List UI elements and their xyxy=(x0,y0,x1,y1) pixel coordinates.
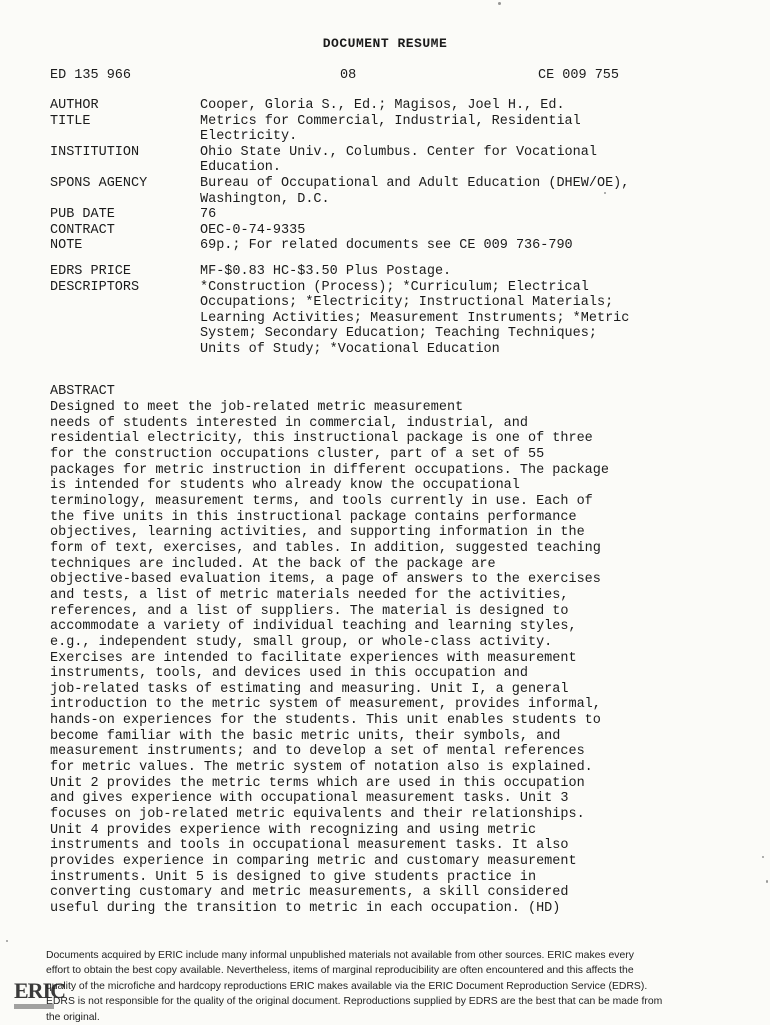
scan-speck xyxy=(498,2,501,5)
field-label: CONTRACT xyxy=(50,222,115,238)
ed-number: ED 135 966 xyxy=(50,68,132,83)
field-value: 69p.; For related documents see CE 009 736-790 xyxy=(200,238,573,254)
scan-speck xyxy=(604,192,606,194)
eric-logo-text: ERIC xyxy=(14,978,66,1003)
bibliographic-fields xyxy=(50,98,730,358)
field-value: Metrics for Commercial, Industrial, Residential Electricity. xyxy=(200,113,581,145)
field-note xyxy=(50,238,730,254)
field-label: PUB DATE xyxy=(50,207,115,223)
field-value: 76 xyxy=(200,207,217,223)
eric-disclaimer-footer xyxy=(0,948,770,1024)
field-value: OEC-0-74-9335 xyxy=(200,222,306,238)
clearinghouse-code: 08 xyxy=(340,68,357,83)
field-pub-date xyxy=(50,207,730,223)
document-title: DOCUMENT RESUME xyxy=(322,36,448,51)
scan-speck xyxy=(762,856,764,858)
field-spons-agency xyxy=(50,176,730,207)
field-value: MF-$0.83 HC-$3.50 Plus Postage. xyxy=(200,263,452,279)
field-label: EDRS PRICE xyxy=(50,263,132,279)
field-contract xyxy=(50,223,730,239)
field-author xyxy=(50,98,730,114)
abstract-heading: ABSTRACT xyxy=(50,384,115,399)
field-value: Cooper, Gloria S., Ed.; Magisos, Joel H., Ed. xyxy=(200,98,565,113)
scan-speck xyxy=(6,940,8,942)
field-title xyxy=(50,114,730,145)
field-label: TITLE xyxy=(50,113,91,129)
field-descriptors xyxy=(50,280,730,358)
scan-speck xyxy=(766,880,768,883)
field-label: DESCRIPTORS xyxy=(50,279,140,295)
field-value: Ohio State Univ., Columbus. Center for Vocational Education. xyxy=(200,144,597,176)
disclaimer-text: Documents acquired by ERIC include many informal unpublished materials not available from other sources. ERIC makes every effort to obtain the best copy available. Nevertheless, items of marginal reproducibility are often encountered and this affects the quality of the microfiche and hardcopy reproductions ERIC makes available via the ERIC Document Reproduction Service (EDRS). EDRS is not responsible for the quality of the original document. Reproductions supplied by EDRS are the best that can be made from the original. xyxy=(46,950,663,1023)
field-label: SPONS AGENCY xyxy=(50,175,148,191)
field-institution xyxy=(50,145,730,176)
field-label: NOTE xyxy=(50,238,83,254)
field-edrs-price xyxy=(50,264,730,280)
abstract-text: Designed to meet the job-related metric measurement needs of students interested in commercial, industrial, and residential electricity, this instructional package is one of three for the construction occupations cluster, part of a set of 55 packages for metric instruction in different occupations. The package is intended for students who already know the occupational terminology, measurement terms, and tools currently in use. Each of the five units in this instructional package contains performance objectives, learning activities, and supporting information in the form of text, exercises, and tables. In addition, suggested teaching techniques are included. At the back of the package are objective-based evaluation items, a page of answers to the exercises and tests, a list of metric materials needed for the activities, references, and a list of suppliers. The material is designed to accommodate a variety of individual teaching and learning styles, e.g., independent study, small group, or whole-class activity. Exercises are intended to facilitate experiences with measurement instruments, tools, and devices used in this occupation and job-related tasks of estimating and measuring. Unit I, a general introduction to the metric system of measurement, provides informal, hands-on experiences for the students. This unit enables students to become familiar with the basic metric units, their symbols, and measurement instruments; and to develop a set of mental references for metric values. The metric system of notation also is explained. Unit 2 provides the metric terms which are used in this occupation and gives experience with occupational measurement tasks. Unit 3 focuses on job-related metric equivalents and their relationships. Unit 4 provides experience with recognizing and using metric instruments and tools in occupational measurement tasks. It also provides experience in comparing metric and customary measurement instruments. Unit 5 is designed to give students practice in converting customary and metric measurements, a skill considered useful during the transition to metric in each occupation. (HD) xyxy=(50,400,609,916)
ce-number: CE 009 755 xyxy=(538,68,620,83)
field-label: INSTITUTION xyxy=(50,144,140,160)
field-label: AUTHOR xyxy=(50,98,99,113)
field-value: *Construction (Process); *Curriculum; Electrical Occupations; *Electricity; Instructional Materials; Learning Activities; Measurement Instruments; *Metric System; Secondary Education; Teaching Techniques; Units of Study; *Vocational Education xyxy=(200,279,630,357)
field-value: Bureau of Occupational and Adult Education (DHEW/OE), Washington, D.C. xyxy=(200,175,630,207)
